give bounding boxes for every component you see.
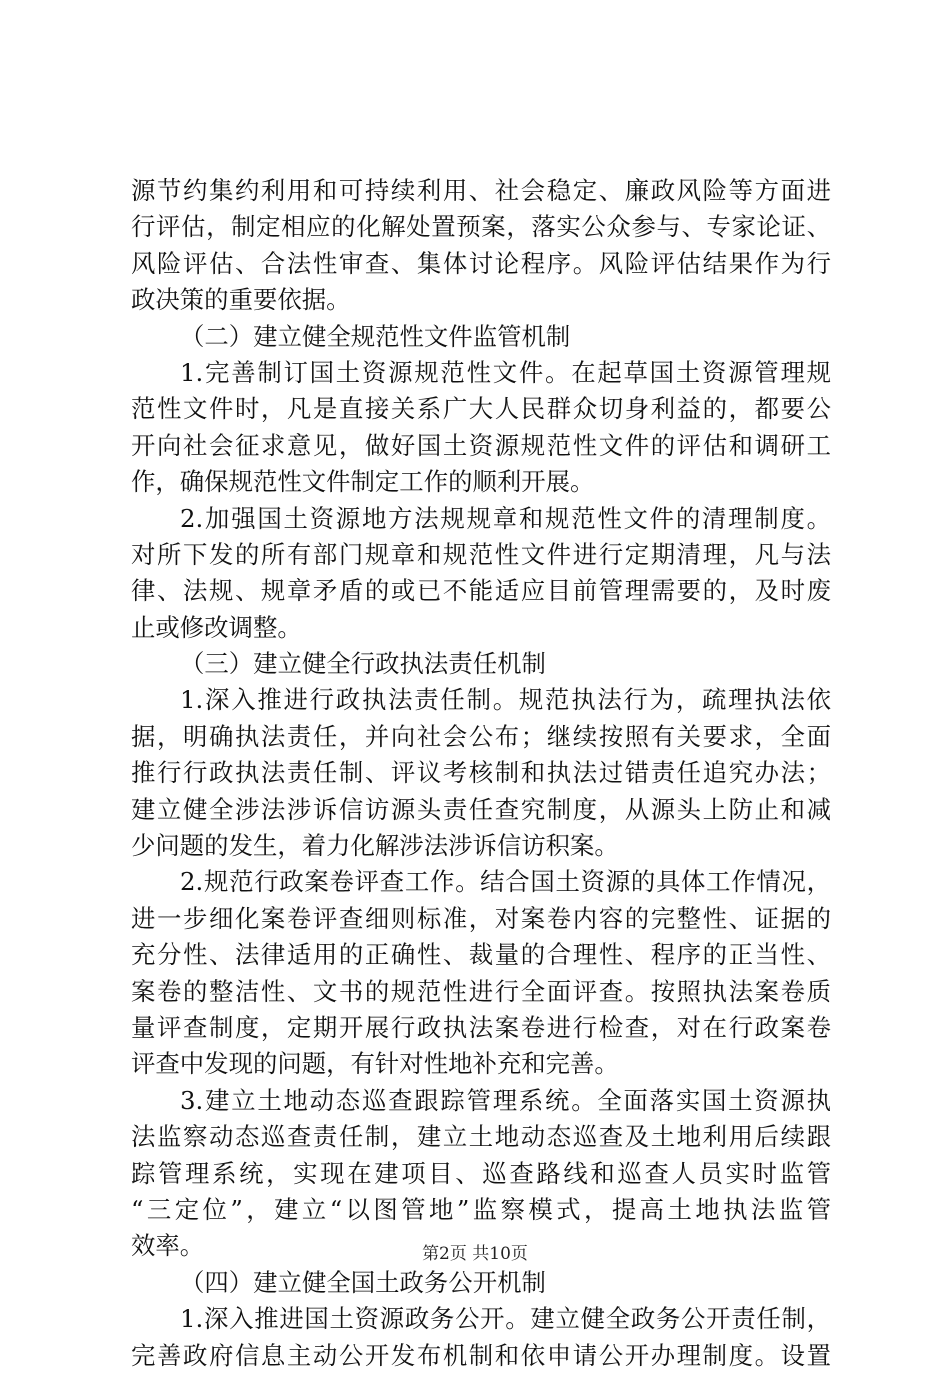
body-line-33: 完善政府信息主动公开发布机制和依申请公开办理制度。设置: [131, 1340, 831, 1370]
body-line-26: 3.建立土地动态巡查跟踪管理系统。全面落实国土资源执: [180, 1085, 831, 1115]
body-line-3: 风险评估、合法性审查、集体讨论程序。风险评估结果作为行: [131, 248, 831, 278]
body-line-24: 量评查制度，定期开展行政执法案卷进行检查，对在行政案卷: [131, 1012, 831, 1042]
document-body: [131, 173, 831, 1374]
body-line-20: 2.规范行政案卷评查工作。结合国土资源的具体工作情况，: [180, 867, 831, 897]
body-line-29: “三定位”，建立“以图管地”监察模式，提高土地执法监管: [131, 1194, 831, 1224]
body-line-22: 充分性、法律适用的正确性、裁量的合理性、程序的正当性、: [131, 940, 831, 970]
body-line-30: 效率。: [131, 1231, 205, 1261]
section-heading-4: （四）建立健全国土政务公开机制: [180, 1267, 546, 1297]
body-line-1: 源节约集约利用和可持续利用、社会稳定、廉政风险等方面进: [131, 176, 831, 205]
section-heading-2: （二）建立健全规范性文件监管机制: [180, 321, 571, 351]
body-line-23: 案卷的整洁性、文书的规范性进行全面评查。按照执法案卷质: [131, 976, 831, 1006]
body-line-28: 踪管理系统，实现在建项目、巡查路线和巡查人员实时监管: [131, 1158, 831, 1188]
body-line-2: 行评估，制定相应的化解处置预案，落实公众参与、专家论证、: [131, 212, 831, 242]
body-line-12: 律、法规、规章矛盾的或已不能适应目前管理需要的，及时废: [131, 576, 831, 606]
body-line-32: 1.深入推进国土资源政务公开。建立健全政务公开责任制，: [180, 1304, 831, 1334]
body-line-19: 少问题的发生，着力化解涉法涉诉信访积案。: [131, 831, 619, 861]
body-line-13: 止或修改调整。: [131, 612, 302, 642]
body-line-10: 2.加强国土资源地方法规规章和规范性文件的清理制度。: [180, 503, 831, 533]
body-line-18: 建立健全涉法涉诉信访源头责任查究制度，从源头上防止和减: [131, 794, 831, 824]
body-line-4: 政决策的重要依据。: [131, 285, 351, 315]
body-line-11: 对所下发的所有部门规章和规范性文件进行定期清理，凡与法: [131, 539, 831, 569]
body-line-27: 法监察动态巡查责任制，建立土地动态巡查及土地利用后续跟: [131, 1122, 831, 1152]
body-line-7: 范性文件时，凡是直接关系广大人民群众切身利益的，都要公: [131, 394, 831, 424]
body-line-8: 开向社会征求意见，做好国土资源规范性文件的评估和调研工: [131, 430, 831, 460]
body-line-17: 推行行政执法责任制、评议考核制和执法过错责任追究办法；: [131, 758, 831, 788]
body-line-25: 评查中发现的问题，有针对性地补充和完善。: [131, 1049, 619, 1079]
body-line-16: 据，明确执法责任，并向社会公布；继续按照有关要求，全面: [131, 721, 831, 751]
body-line-15: 1.深入推进行政执法责任制。规范执法行为，疏理执法依: [180, 685, 831, 715]
body-line-6: 1.完善制订国土资源规范性文件。在起草国土资源管理规: [180, 357, 831, 387]
page-number-footer: 第2页 共10页: [422, 1244, 528, 1264]
body-line-9: 作，确保规范性文件制定工作的顺利开展。: [131, 467, 595, 497]
body-line-21: 进一步细化案卷评查细则标准，对案卷内容的完整性、证据的: [131, 903, 831, 933]
section-heading-3: （三）建立健全行政执法责任机制: [180, 649, 546, 679]
